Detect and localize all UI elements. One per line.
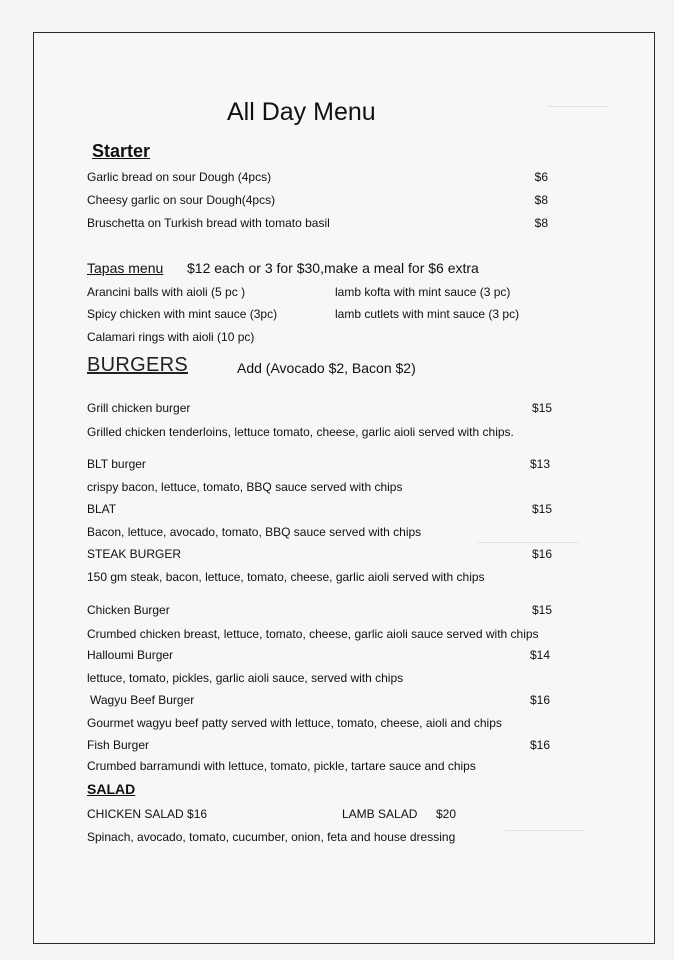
tapas-item: Calamari rings with aioli (10 pc) [87,330,255,344]
burger-name: BLT burger [87,457,146,471]
salad-description: Spinach, avocado, tomato, cucumber, onion, feta and house dressing [87,830,456,844]
salad-item-lamb-price: $20 [436,807,457,821]
burger-price: $16 [531,547,552,561]
burger-price: $15 [531,603,552,617]
menu-item-name: Garlic bread on sour Dough (4pcs) [87,170,272,184]
page-title: All Day Menu [227,98,376,126]
salad-heading: SALAD [87,781,136,797]
burger-description: lettuce, tomato, pickles, garlic aioli sauce, served with chips [87,671,404,685]
tapas-item: lamb kofta with mint sauce (3 pc) [335,285,511,299]
burger-description: Grilled chicken tenderloins, lettuce tomato, cheese, garlic aioli served with chips. [87,425,514,439]
burger-description: Crumbed barramundi with lettuce, tomato, pickle, tartare sauce and chips [87,759,476,773]
burger-name: BLAT [87,502,117,516]
burger-price: $14 [529,648,550,662]
burgers-heading: BURGERS [87,354,189,376]
burger-price: $13 [529,457,550,471]
bleed-through-mark [505,818,585,831]
bleed-through-mark [478,530,578,543]
burger-name: Grill chicken burger [87,401,191,415]
burger-description: crispy bacon, lettuce, tomato, BBQ sauce served with chips [87,480,403,494]
burger-description: 150 gm steak, bacon, lettuce, tomato, cheese, garlic aioli served with chips [87,570,485,584]
burger-description: Gourmet wagyu beef patty served with lettuce, tomato, cheese, aioli and chips [87,716,502,730]
starter-heading: Starter [92,141,151,161]
tapas-offer: $12 each or 3 for $30,make a meal for $6 extra [187,260,479,276]
menu-item-price: $8 [534,216,548,230]
burger-price: $16 [529,738,550,752]
menu-item-name: Bruschetta on Turkish bread with tomato basil [87,216,330,230]
burger-price: $16 [529,693,550,707]
burger-price: $15 [531,502,552,516]
burger-name: STEAK BURGER [87,547,182,561]
menu-item-price: $8 [534,193,548,207]
menu-item-name: Cheesy garlic on sour Dough(4pcs) [87,193,276,207]
salad-item-chicken: CHICKEN SALAD $16 [87,807,208,821]
burger-price: $15 [531,401,552,415]
tapas-heading: Tapas menu [87,260,164,276]
burger-description: Bacon, lettuce, avocado, tomato, BBQ sauce served with chips [87,525,422,539]
burger-name: Chicken Burger [87,603,170,617]
menu-item-price: $6 [534,170,548,184]
bleed-through-mark [548,96,608,107]
tapas-item: Spicy chicken with mint sauce (3pc) [87,307,278,321]
tapas-item: Arancini balls with aioli (5 pc ) [87,285,246,299]
burger-name: Fish Burger [87,738,150,752]
burger-name: Wagyu Beef Burger [90,693,195,707]
burgers-addons: Add (Avocado $2, Bacon $2) [237,360,416,376]
tapas-item: lamb cutlets with mint sauce (3 pc) [335,307,520,321]
burger-description: Crumbed chicken breast, lettuce, tomato, cheese, garlic aioli sauce served with chips [87,627,539,641]
salad-item-lamb: LAMB SALAD [342,807,418,821]
burger-name: Halloumi Burger [87,648,174,662]
